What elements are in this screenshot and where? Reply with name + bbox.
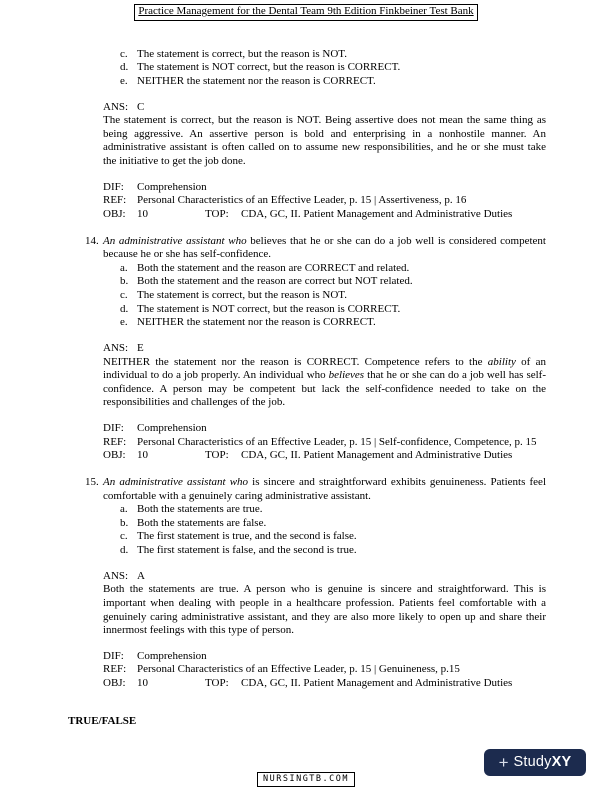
ref-line <box>103 663 546 677</box>
question-body <box>103 342 546 463</box>
obj-top-line <box>103 449 546 463</box>
question-body <box>103 101 546 222</box>
ref-label: REF: <box>103 663 127 676</box>
ref-label: REF: <box>103 194 127 207</box>
option-text: The statement is NOT correct, but the reason is CORRECT. <box>137 302 401 315</box>
answer-explanation: Both the statements are true. A person who is genuine is sincere and straightforward. This is important when dealing with people in a healthcare profession. Patients feel comfortable with a genuinely caring administrative assistant, and they are also more likely to open up and share their innermost feelings with this type of person. <box>103 583 546 637</box>
obj-label: OBJ: <box>103 207 126 220</box>
top-value: CDA, GC, II. Patient Management and Administrative Duties <box>241 207 513 220</box>
question-body <box>103 570 546 691</box>
option-text: The statement is correct, but the reason is NOT. <box>137 289 347 301</box>
obj-label: OBJ: <box>103 449 126 462</box>
dif-value: Comprehension <box>137 180 207 193</box>
option-row <box>120 316 546 330</box>
option-text: Both the statements are true. <box>137 503 263 516</box>
ref-value: Personal Characteristics of an Effective Leader, p. 15 | Self-confidence, Competence, p. 15 <box>137 435 537 448</box>
option-row <box>120 530 546 544</box>
option-row <box>120 48 546 62</box>
option-row <box>120 503 546 517</box>
page-content <box>0 21 612 729</box>
question-14 <box>85 235 546 463</box>
logo-text-study: Study <box>513 753 552 770</box>
stem-italic-segment: An administrative assistant who <box>103 475 249 488</box>
obj-top-line <box>103 208 546 222</box>
option-text: The first statement is false, and the second is true. <box>137 544 357 556</box>
answer-value: E <box>137 341 144 354</box>
obj-value: 10 <box>137 449 148 462</box>
dif-line <box>103 650 546 664</box>
option-text: The first statement is true, and the second is false. <box>137 530 357 543</box>
obj-value: 10 <box>137 207 148 220</box>
obj-value: 10 <box>137 677 148 689</box>
logo-text <box>514 754 572 772</box>
obj-top-line <box>103 677 546 691</box>
option-letter: a. <box>120 261 128 274</box>
explanation-segment: of an individual to do a job properly. An individual who <box>103 355 546 382</box>
dif-label: DIF: <box>103 180 124 193</box>
question-13-continuation <box>85 48 546 222</box>
top-value: CDA, GC, II. Patient Management and Administrative Duties <box>241 677 513 689</box>
dif-value: Comprehension <box>137 649 207 662</box>
option-letter: e. <box>120 74 128 87</box>
question-number: 14. <box>85 234 99 247</box>
footer-site-text: NURSINGTB.COM <box>257 772 355 787</box>
option-letter: c. <box>120 289 128 301</box>
explanation-italic-segment: ability <box>487 355 516 368</box>
question-number: 15. <box>85 475 99 488</box>
option-letter: d. <box>120 544 129 556</box>
dif-label: DIF: <box>103 649 124 662</box>
ref-value: Personal Characteristics of an Effective Leader, p. 15 | Genuineness, p.15 <box>137 663 460 676</box>
page-header <box>0 0 612 21</box>
question-area <box>85 48 546 691</box>
top-label: TOP: <box>205 449 229 462</box>
stem-segment: is sincere and straightforward exhibits genuineness. Patients feel comfortable with a genuinely caring administrative assistant. <box>103 475 546 502</box>
option-row <box>120 289 546 303</box>
option-row <box>120 544 546 558</box>
option-text: Both the statement and the reason are CORRECT and related. <box>137 261 410 274</box>
answer-line <box>103 570 546 584</box>
option-letter: c. <box>120 530 128 543</box>
question-stem <box>103 235 546 262</box>
question-stem-row <box>85 476 546 503</box>
option-row <box>120 275 546 289</box>
answer-value: C <box>137 100 145 113</box>
answer-label: ANS: <box>103 341 129 354</box>
answer-line <box>103 342 546 356</box>
option-row <box>120 75 546 89</box>
dif-label: DIF: <box>103 422 124 434</box>
dif-line <box>103 422 546 436</box>
explanation-segment: that he or she can do a job well has self-confidence. A person may be competent but lack the self-confidence needed to take on the responsibilities and challenges of the job. <box>103 369 546 409</box>
option-row <box>120 517 546 531</box>
section-heading-true-false: TRUE/FALSE <box>68 714 137 727</box>
plus-icon: + <box>498 753 509 772</box>
stem-italic-segment: An administrative assistant who <box>103 234 247 247</box>
answer-value: A <box>137 569 145 582</box>
question-stem-row <box>85 235 546 262</box>
page-footer <box>0 772 612 787</box>
answer-label: ANS: <box>103 100 129 113</box>
option-text: NEITHER the statement nor the reason is CORRECT. <box>137 316 376 329</box>
option-letter: d. <box>120 61 129 74</box>
question-meta <box>103 650 546 691</box>
option-text: NEITHER the statement nor the reason is CORRECT. <box>137 74 376 87</box>
answer-explanation: The statement is correct, but the reason is NOT. Being assertive does not mean the same thing as being aggressive. An assertive person is bold and enterprising in a nonhostile manner. An administrative assistant is often called on to assume new responsibilities, and he or she must take the initiative to get the job done. <box>103 114 546 167</box>
dif-value: Comprehension <box>137 422 207 434</box>
ref-line <box>103 436 546 450</box>
answer-line <box>103 101 546 115</box>
answer-explanation <box>103 356 546 411</box>
option-letter: b. <box>120 275 129 288</box>
question-15 <box>85 476 546 691</box>
document-title: Practice Management for the Dental Team 9th Edition Finkbeiner Test Bank <box>134 4 477 21</box>
option-text: The statement is NOT correct, but the reason is CORRECT. <box>137 61 401 74</box>
option-row <box>120 262 546 276</box>
top-label: TOP: <box>205 677 229 689</box>
option-letter: b. <box>120 516 129 529</box>
ref-label: REF: <box>103 435 127 448</box>
top-value: CDA, GC, II. Patient Management and Administrative Duties <box>241 449 513 462</box>
ref-line <box>103 194 546 208</box>
option-letter: a. <box>120 503 128 516</box>
answer-label: ANS: <box>103 569 129 582</box>
explanation-segment: NEITHER the statement nor the reason is CORRECT. Competence refers to the <box>103 355 488 368</box>
top-label: TOP: <box>205 207 229 220</box>
option-letter: e. <box>120 316 128 329</box>
ref-value: Personal Characteristics of an Effective Leader, p. 15 | Assertiveness, p. 16 <box>137 194 467 207</box>
option-letter: c. <box>120 47 128 60</box>
option-row <box>120 303 546 317</box>
option-text: Both the statements are false. <box>137 516 267 529</box>
explanation-italic-segment: believes <box>328 369 365 382</box>
logo-text-xy: XY <box>551 753 572 770</box>
question-stem <box>103 476 546 503</box>
dif-line <box>103 181 546 195</box>
question-meta <box>103 422 546 463</box>
obj-label: OBJ: <box>103 677 126 689</box>
question-meta <box>103 181 546 222</box>
option-letter: d. <box>120 302 129 315</box>
option-text: Both the statement and the reason are correct but NOT related. <box>137 275 413 288</box>
stem-segment: believes that he or she can do a job well is considered competent because he or she has self-confidence. <box>103 234 546 261</box>
option-text: The statement is correct, but the reason is NOT. <box>137 47 347 60</box>
option-row <box>120 61 546 75</box>
